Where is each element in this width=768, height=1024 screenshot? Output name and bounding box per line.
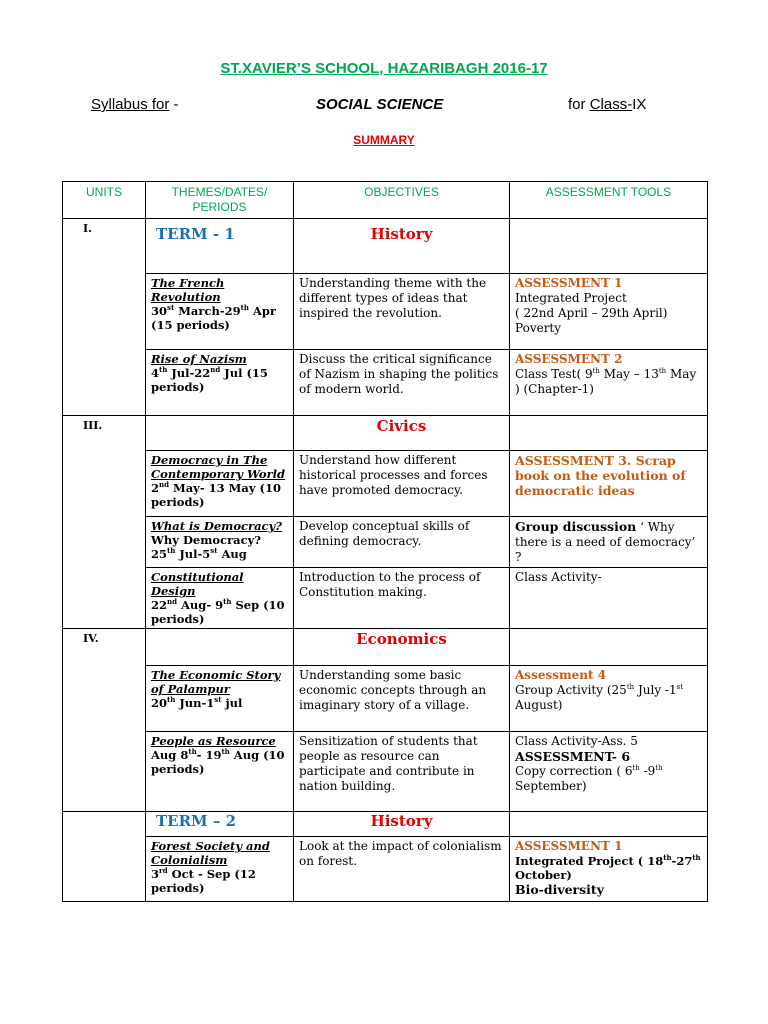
table-row: [63, 629, 708, 666]
assessment-line: Poverty: [515, 321, 562, 335]
table-row: [63, 517, 708, 568]
empty-cell: [146, 416, 294, 451]
theme-cell: [146, 732, 294, 812]
table-row: [63, 837, 708, 902]
syllabus-dash: -: [169, 96, 179, 113]
topic-subtitle: Why Democracy?: [151, 533, 262, 547]
syllabus-table: [62, 181, 708, 902]
assessment-cell: [510, 350, 708, 416]
unit-cell: I.: [63, 219, 146, 416]
empty-cell: [510, 219, 708, 274]
objective-cell: Understand how different historical processes and forces have promoted democracy.: [294, 451, 510, 517]
empty-cell: [510, 629, 708, 666]
term-label: TERM – 2: [146, 812, 294, 837]
topic-dates: 4th Jul-22nd Jul (15 periods): [151, 365, 268, 394]
unit-cell: IV.: [63, 629, 146, 812]
topic-title: Rise of Nazism: [151, 352, 247, 366]
objective-cell: Understanding theme with the different types of ideas that inspired the revolution.: [294, 274, 510, 350]
topic-dates: Aug 8th- 19th Aug (10 periods): [151, 747, 285, 776]
assessment-title: ASSESSMENT- 6: [515, 749, 631, 764]
assessment-cell: [510, 517, 708, 568]
header-themes-line2: PERIODS: [192, 200, 247, 214]
objective-cell: Understanding some basic economic concepts through an imaginary story of a village.: [294, 666, 510, 732]
table-row: [63, 350, 708, 416]
assessment-cell: ASSESSMENT 3. Scrap book on the evolution of democratic ideas: [510, 451, 708, 517]
class-value: IX: [632, 96, 647, 113]
assessment-cell: [510, 732, 708, 812]
topic-title: The Economic Story of Palampur: [151, 668, 281, 696]
empty-cell: [510, 812, 708, 837]
header-assessment: ASSESSMENT TOOLS: [510, 182, 708, 219]
theme-cell: [146, 274, 294, 350]
theme-cell: [146, 517, 294, 568]
topic-title: Forest Society and Colonialism: [151, 839, 270, 867]
theme-cell: [146, 451, 294, 517]
objective-cell: Introduction to the process of Constitution making.: [294, 568, 510, 629]
assessment-line: Group Activity (25th July -1st August): [515, 683, 684, 712]
topic-title: Constitutional Design: [151, 570, 244, 598]
topic-dates: 3rd Oct - Sep (12 periods): [151, 866, 256, 895]
objective-cell: Discuss the critical significance of Nazism in shaping the politics of modern world.: [294, 350, 510, 416]
summary-heading: SUMMARY: [353, 133, 415, 147]
table-row: [63, 416, 708, 451]
objective-cell: Develop conceptual skills of defining democracy.: [294, 517, 510, 568]
class-prefix: Class-: [589, 96, 633, 113]
syllabus-label: [91, 96, 179, 113]
assessment-line: Bio-diversity: [515, 882, 604, 897]
objective-cell: Sensitization of students that people as resource can participate and contribute in nation building.: [294, 732, 510, 812]
for-text: for: [568, 96, 590, 113]
topic-dates: 22nd Aug- 9th Sep (10 periods): [151, 597, 285, 626]
assessment-bold: Group discussion: [515, 519, 637, 534]
table-row: [63, 568, 708, 629]
assessment-title: Assessment 4: [515, 668, 607, 682]
school-title: ST.XAVIER’S SCHOOL, HAZARIBAGH 2016-17: [220, 60, 548, 77]
subject-heading: History: [294, 812, 510, 837]
assessment-line: Integrated Project ( 18th-27th October): [515, 853, 701, 882]
assessment-cell: [510, 666, 708, 732]
assessment-cell: Class Activity-: [510, 568, 708, 629]
term-label: TERM - 1: [146, 219, 294, 274]
topic-title: The French Revolution: [151, 276, 225, 304]
table-row: [63, 812, 708, 837]
assessment-text: ‘ Why there is a need of democracy’ ?: [515, 520, 696, 564]
class-label: [568, 96, 646, 113]
assessment-line: Integrated Project: [515, 291, 627, 305]
topic-dates: 25th Jul-5st Aug: [151, 546, 247, 561]
assessment-cell: [510, 274, 708, 350]
theme-cell: [146, 666, 294, 732]
table-row: [63, 732, 708, 812]
header-units: UNITS: [63, 182, 146, 219]
unit-cell: [63, 812, 146, 902]
table-row: [63, 274, 708, 350]
topic-title: Democracy in The Contemporary World: [151, 453, 286, 481]
assessment-cell: [510, 837, 708, 902]
topic-dates: 2nd May- 13 May (10 periods): [151, 480, 281, 509]
theme-cell: [146, 568, 294, 629]
theme-cell: [146, 837, 294, 902]
theme-cell: [146, 350, 294, 416]
table-row: [63, 451, 708, 517]
subject-heading: Civics: [294, 416, 510, 451]
assessment-title: ASSESSMENT 1: [515, 276, 623, 290]
topic-dates: 20th Jun-1st jul: [151, 695, 243, 710]
table-row: [63, 666, 708, 732]
empty-cell: [510, 416, 708, 451]
table-header-row: [63, 182, 708, 219]
syllabus-for-text: Syllabus for: [91, 96, 170, 113]
assessment-line: Class Activity-Ass. 5: [515, 734, 638, 748]
topic-dates: 30st March-29th Apr (15 periods): [151, 303, 276, 332]
subject-name: SOCIAL SCIENCE: [316, 96, 444, 113]
header-objectives: OBJECTIVES: [294, 182, 510, 219]
topic-title: People as Resource: [151, 734, 276, 748]
assessment-line: Copy correction ( 6th -9th September): [515, 764, 663, 793]
assessment-line: ( 22nd April – 29th April): [515, 306, 668, 320]
header-themes: [146, 182, 294, 219]
assessment-title: ASSESSMENT 1: [515, 839, 623, 853]
assessment-line: Class Test( 9th May – 13th May ) (Chapter-1): [515, 367, 697, 396]
unit-cell: III.: [63, 416, 146, 629]
table-row: [63, 219, 708, 274]
subject-heading: Economics: [294, 629, 510, 666]
topic-title: What is Democracy?: [151, 519, 282, 533]
empty-cell: [146, 629, 294, 666]
header-themes-line1: THEMES/DATES/: [171, 185, 268, 199]
objective-cell: Look at the impact of colonialism on forest.: [294, 837, 510, 902]
assessment-title: ASSESSMENT 2: [515, 352, 623, 366]
subject-heading: History: [294, 219, 510, 274]
